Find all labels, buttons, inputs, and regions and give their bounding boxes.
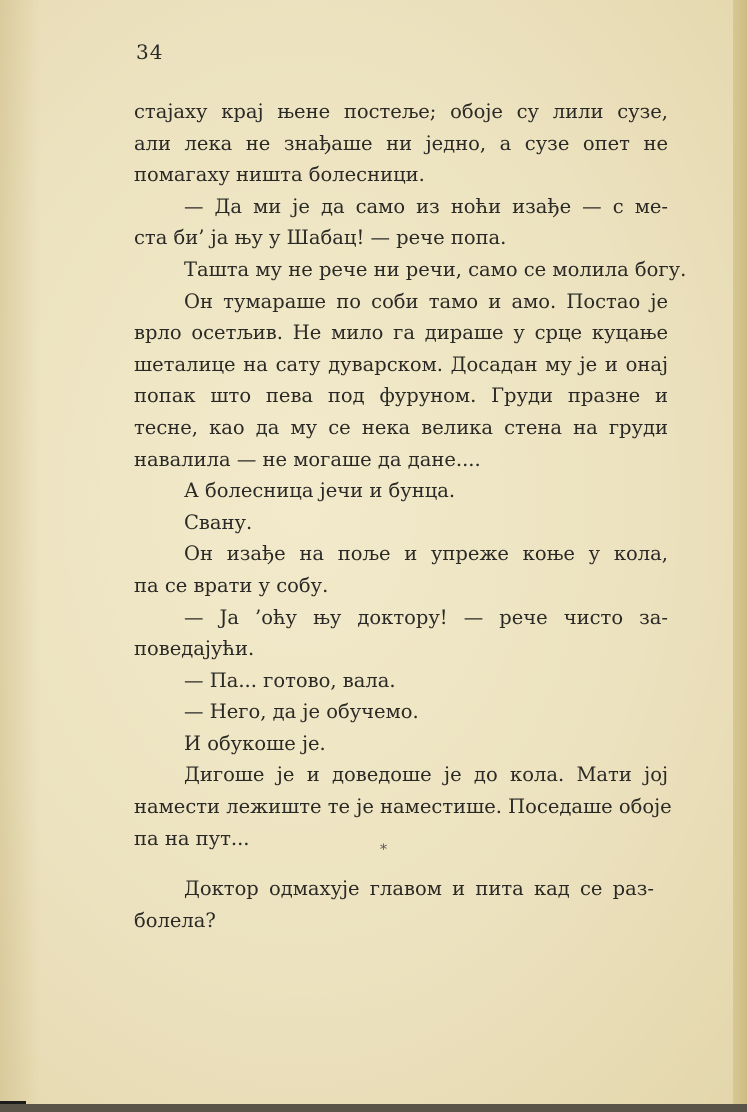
text-line: помагаху ништа болесници. xyxy=(134,163,425,187)
text-line: — Да ми је да само из ноћи изађе — с ме- xyxy=(184,194,668,218)
text-line: ста би’ ја њу у Шабац! — рече попа. xyxy=(134,226,507,250)
page-number: 34 xyxy=(136,40,164,64)
page-edge xyxy=(733,0,747,1112)
text-line: Ташта му не рече ни речи, само се молила богу. xyxy=(184,257,687,281)
text-line: попак што пева под фуруном. Груди празне и xyxy=(134,384,668,408)
text-line: Доктор одмахује главом и пита кад се раз- xyxy=(184,877,654,900)
text-line: Он тумараше по соби тамо и амо. Постао је xyxy=(184,289,668,313)
text-line: тесне, као да му се нека велика стена на груди xyxy=(134,415,668,439)
text-line: Он изађе на поље и упреже коње у кола, xyxy=(184,542,668,566)
text-line: поведајући. xyxy=(134,637,255,661)
bottom-mark xyxy=(0,1101,26,1104)
text-line: навалила — не могаше да дане.... xyxy=(134,447,481,471)
section-separator: * xyxy=(380,842,387,858)
text-line: Дигоше је и доведоше је до кола. Мати јој xyxy=(184,763,668,787)
text-line: врло осетљив. Не мило га дираше у срце куцање xyxy=(134,321,668,345)
text-line: Свану. xyxy=(184,510,253,534)
text-line: И обукоше је. xyxy=(184,731,326,755)
text-line: стајаху крај њене постеље; обоје су лили сузе, xyxy=(134,100,668,123)
text-line: шеталице на сату дуварском. Досадан му је и онај xyxy=(134,352,668,376)
text-line: А болесница јечи и бунца. xyxy=(184,479,456,503)
text-line: — Па... готово, вала. xyxy=(184,668,396,692)
text-line: али лека не знађаше ни једно, а сузе опет не xyxy=(134,131,668,155)
text-line: — Него, да је обучемо. xyxy=(184,700,419,724)
bottom-border xyxy=(0,1104,747,1112)
closing-text xyxy=(134,873,654,936)
text-line: па на пут... xyxy=(134,826,250,850)
spine-shadow xyxy=(0,0,40,1112)
text-line: па се врати у собу. xyxy=(134,573,329,597)
body-text xyxy=(134,96,687,854)
text-line: болела? xyxy=(134,908,216,932)
text-line: — Ја ’оћу њу доктору! — рече чисто за- xyxy=(184,605,668,629)
text-line: намести лежиште те је наместише. Поседаше обоје xyxy=(134,795,672,819)
